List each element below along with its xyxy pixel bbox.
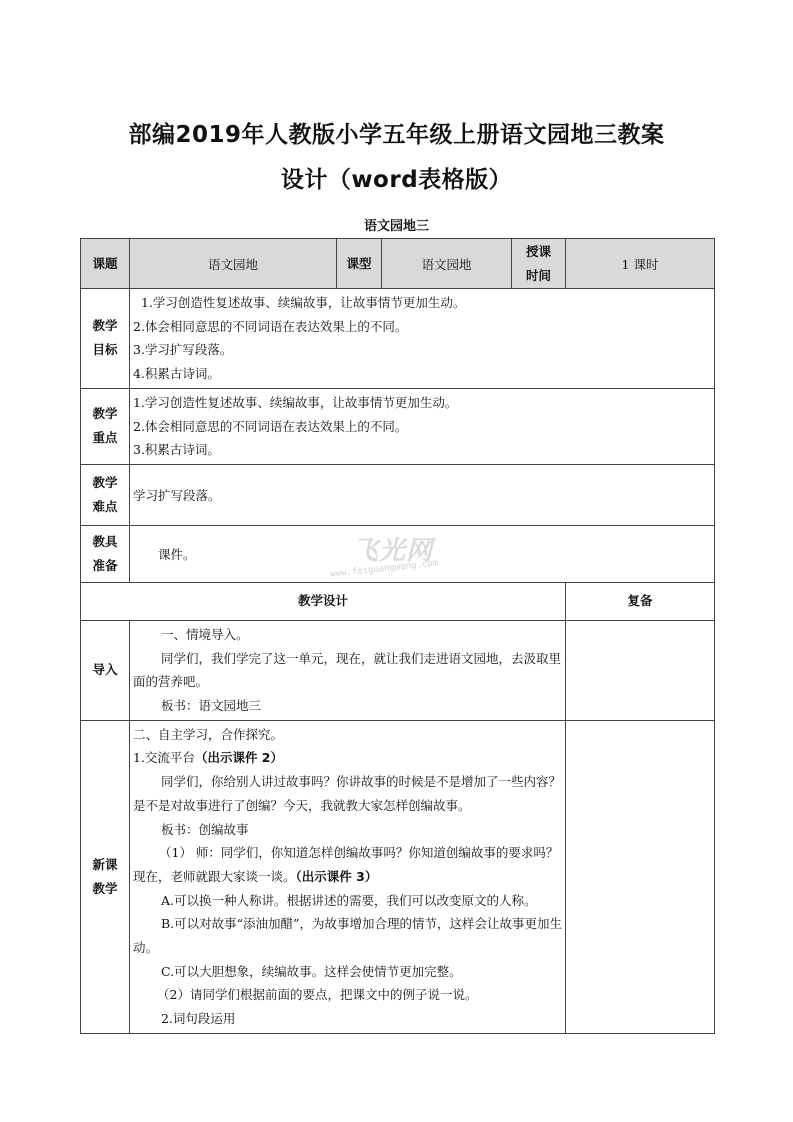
type-value: 语文园地 — [382, 239, 512, 289]
difficulties-label: 教学 难点 — [81, 464, 130, 525]
design-header-row — [81, 582, 715, 620]
lesson-plan-table — [80, 238, 715, 1034]
lesson-paragraph: B.可以对故事“添油加醋”，为故事增加合理的情节，这样会让故事更加生动。 — [133, 916, 562, 956]
watermark-brand: 飞光网 — [352, 536, 434, 566]
goals-label: 教学 目标 — [81, 289, 130, 389]
lesson-line: A.可以换一种人称讲。根据讲述的需要，我们可以改变原文的人称。 — [161, 892, 537, 908]
new-lesson-content — [130, 720, 566, 1033]
intro-review-cell — [566, 620, 715, 720]
design-header-label: 教学设计 — [81, 582, 566, 620]
goals-content — [130, 289, 715, 389]
lesson-line — [133, 746, 563, 770]
topic-label: 课题 — [81, 239, 130, 289]
topic-value: 语文园地 — [130, 239, 337, 289]
intro-content — [130, 620, 566, 720]
goals-row — [81, 289, 715, 389]
key-points-row — [81, 388, 715, 464]
key-point-line: 1.学习创造性复述故事、续编故事，让故事情节更加生动。 — [133, 394, 458, 410]
difficulties-row — [81, 464, 715, 525]
document-title-line1: 部编2019年人教版小学五年级上册语文园地三教案 — [128, 122, 665, 148]
lesson-line-text: 1.交流平台 — [133, 750, 195, 766]
goal-line: 4.积累古诗词。 — [133, 366, 220, 382]
intro-row — [81, 620, 715, 720]
key-points-label: 教学 重点 — [81, 388, 130, 464]
lesson-paragraph: 同学们，你给别人讲过故事吗？你讲故事的时候是不是增加了一些内容？是不是对故事进行了创编？今天，我就教大家怎样创编故事。 — [133, 774, 562, 813]
new-lesson-row — [81, 720, 715, 1033]
intro-board: 板书：语文园地三 — [161, 698, 262, 714]
time-label: 授课 时间 — [512, 239, 566, 289]
type-label: 课型 — [337, 239, 382, 289]
courseware-ref: （出示课件 3） — [295, 868, 378, 884]
review-header-label: 复备 — [566, 582, 715, 620]
lesson-line: 2.词句段运用 — [161, 1011, 236, 1027]
courseware-ref: （出示课件 2） — [194, 750, 283, 766]
intro-paragraph: 同学们，我们学完了这一单元，现在，就让我们走进语文园地，去汲取里面的营养吧。 — [133, 650, 562, 690]
time-value: 1 课时 — [566, 239, 715, 289]
key-point-line: 3.积累古诗词。 — [133, 442, 220, 458]
watermark-url: www.feiguangwang.com — [329, 558, 439, 580]
materials-label: 教具 准备 — [81, 525, 130, 582]
lesson-line: C.可以大胆想象，续编故事。这样会使情节更加完整。 — [161, 963, 462, 979]
materials-row — [81, 525, 715, 582]
new-lesson-label: 新课 教学 — [81, 720, 130, 1033]
goal-line: 1.学习创造性复述故事、续编故事，让故事情节更加生动。 — [141, 295, 466, 310]
lesson-paragraph-text: （1） 师：同学们，你知道怎样创编故事吗？你知道创编故事的要求吗？现在，老师就跟大家谈一谈。 — [133, 845, 559, 884]
key-point-line: 2.体会相同意思的不同词语在表达效果上的不同。 — [133, 418, 408, 434]
lesson-board: 板书：创编故事 — [161, 821, 249, 837]
difficulties-text: 学习扩写段落。 — [130, 464, 715, 525]
header-row — [81, 239, 715, 289]
intro-line: 一、情境导入。 — [161, 626, 249, 642]
lesson-line: （2）请同学们根据前面的要点，把课文中的例子说一说。 — [157, 987, 478, 1003]
lesson-paragraph — [133, 841, 563, 888]
document-title-line2: 设计（word表格版） — [280, 167, 513, 193]
materials-text: 课件。 — [130, 525, 715, 582]
document-subtitle: 语文园地三 — [363, 219, 429, 234]
goal-line: 2.体会相同意思的不同词语在表达效果上的不同。 — [133, 318, 408, 334]
new-lesson-review-cell — [566, 720, 715, 1033]
goal-line: 3.学习扩写段落。 — [133, 342, 233, 358]
key-points-content — [130, 388, 715, 464]
lesson-line: 二、自主学习，合作探究。 — [133, 726, 284, 742]
intro-label: 导入 — [81, 620, 130, 720]
